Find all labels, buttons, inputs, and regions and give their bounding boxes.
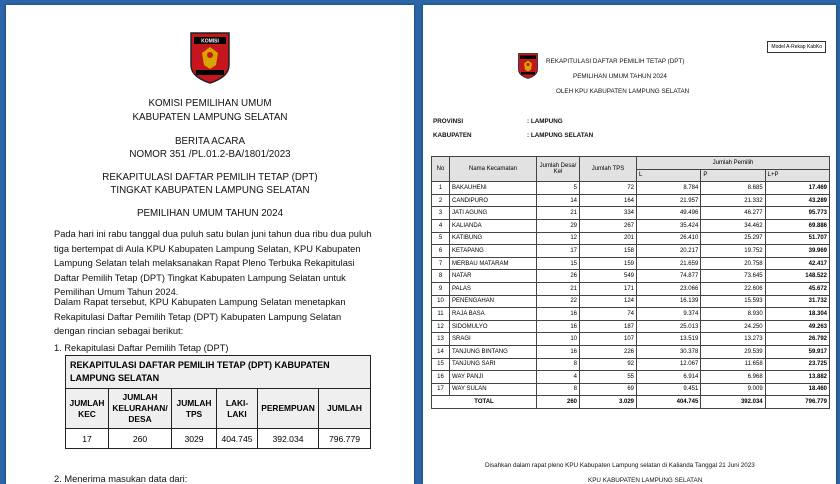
row-desa: 21: [537, 207, 580, 220]
row-no: 2: [432, 194, 450, 207]
doc-number: NOMOR 351 /PL.01.2-BA/1801/2023: [129, 149, 291, 160]
table-row: [432, 282, 830, 295]
row-no: 8: [432, 270, 450, 283]
row-desa: 21: [537, 282, 580, 295]
row-tps: 69: [580, 383, 637, 396]
row-p: 13.273: [701, 333, 765, 346]
row-kecamatan: KALIANDA: [450, 219, 537, 232]
row-no: 17: [432, 383, 450, 396]
total-desa: 260: [537, 396, 580, 409]
row-no: 4: [432, 219, 450, 232]
total-row: [432, 396, 830, 409]
row-p: 19.752: [701, 245, 765, 258]
row-no: 10: [432, 295, 450, 308]
row-lp: 17.469: [765, 182, 829, 195]
footer-org: KPU KABUPATEN LAMPUNG SELATAN: [588, 477, 703, 484]
row-p: 25.297: [701, 232, 765, 245]
row-p: 29.539: [701, 345, 765, 358]
row-tps: 72: [580, 182, 637, 195]
form-title-1: REKAPITULASI DAFTAR PEMILIH TETAP (DPT): [546, 58, 685, 65]
row-lp: 18.460: [765, 383, 829, 396]
row-lp: 43.289: [765, 194, 829, 207]
table-row: [432, 257, 830, 270]
row-no: 9: [432, 282, 450, 295]
row-p: 15.593: [701, 295, 765, 308]
row-l: 23.066: [637, 282, 701, 295]
row-tps: 267: [580, 219, 637, 232]
row-tps: 187: [580, 320, 637, 333]
row-kecamatan: NATAR: [450, 270, 537, 283]
row-no: 14: [432, 345, 450, 358]
total-l: 404.745: [637, 396, 701, 409]
row-desa: 22: [537, 295, 580, 308]
table-row: [432, 358, 830, 371]
row-l: 30.378: [637, 345, 701, 358]
row-tps: 334: [580, 207, 637, 220]
org-name: KOMISI PEMILIHAN UMUM: [148, 98, 272, 109]
row-l: 26.410: [637, 232, 701, 245]
row-desa: 16: [537, 345, 580, 358]
rekap-form-page: [423, 5, 836, 484]
row-l: 9.451: [637, 383, 701, 396]
row-tps: 107: [580, 333, 637, 346]
row-p: 46.277: [701, 207, 765, 220]
row-tps: 171: [580, 282, 637, 295]
svg-text:KOMISI: KOMISI: [201, 38, 219, 45]
row-lp: 39.969: [765, 245, 829, 258]
header-jumlah-tps: JUMLAH TPS: [172, 389, 217, 429]
row-p: 6.968: [701, 371, 765, 384]
row-kecamatan: SIDOMULYO: [450, 320, 537, 333]
row-p: 8.930: [701, 308, 765, 321]
table-row: [432, 245, 830, 258]
row-l: 6.914: [637, 371, 701, 384]
row-no: 11: [432, 308, 450, 321]
table-row: [432, 383, 830, 396]
row-lp: 23.725: [765, 358, 829, 371]
doc-type: BERITA ACARA: [174, 136, 246, 147]
row-p: 22.606: [701, 282, 765, 295]
kpu-logo-icon: [188, 31, 232, 85]
row-no: 12: [432, 320, 450, 333]
header-jumlah: JUMLAH: [319, 389, 371, 429]
row-kecamatan: JATI AGUNG: [450, 207, 537, 220]
value-tps: 3029: [172, 429, 217, 449]
table-row: [66, 429, 371, 449]
row-desa: 15: [537, 257, 580, 270]
row-kecamatan: WAY SULAN: [450, 383, 537, 396]
row-p: 8.685: [701, 182, 765, 195]
row-desa: 14: [537, 194, 580, 207]
value-perempuan: 392.034: [258, 429, 319, 449]
row-tps: 159: [580, 257, 637, 270]
row-l: 21.957: [637, 194, 701, 207]
row-tps: 55: [580, 371, 637, 384]
row-kecamatan: KATIBUNG: [450, 232, 537, 245]
row-tps: 74: [580, 308, 637, 321]
row-kecamatan: KETAPANG: [450, 245, 537, 258]
row-l: 13.519: [637, 333, 701, 346]
value-desa: 260: [109, 429, 172, 449]
table-row: [432, 295, 830, 308]
table-row: [432, 320, 830, 333]
row-desa: 10: [537, 333, 580, 346]
row-lp: 18.304: [765, 308, 829, 321]
value-kec: 17: [66, 429, 109, 449]
row-l: 16.139: [637, 295, 701, 308]
row-l: 21.659: [637, 257, 701, 270]
total-tps: 3.029: [580, 396, 637, 409]
subject-line-1: REKAPITULASI DAFTAR PEMILIH TETAP (DPT): [102, 172, 318, 183]
row-lp: 59.917: [765, 345, 829, 358]
berita-acara-page: [6, 5, 414, 484]
row-desa: 8: [537, 383, 580, 396]
row-no: 6: [432, 245, 450, 258]
table-row: [432, 219, 830, 232]
table-row: [432, 345, 830, 358]
table-row: [432, 308, 830, 321]
value-laki: 404.745: [217, 429, 258, 449]
summary-table-title: REKAPITULASI DAFTAR PEMILIH TETAP (DPT) KABUPATEN LAMPUNG SELATAN: [66, 356, 371, 389]
row-no: 7: [432, 257, 450, 270]
total-label: TOTAL: [432, 396, 537, 409]
row-l: 35.424: [637, 219, 701, 232]
kpu-logo-icon: [517, 52, 539, 80]
row-l: 20.217: [637, 245, 701, 258]
row-l: 8.784: [637, 182, 701, 195]
row-kecamatan: PENENGAHAN: [450, 295, 537, 308]
table-row: [432, 194, 830, 207]
row-lp: 31.732: [765, 295, 829, 308]
row-tps: 201: [580, 232, 637, 245]
row-lp: 51.707: [765, 232, 829, 245]
rekap-kecamatan-table: [431, 156, 830, 409]
row-lp: 45.672: [765, 282, 829, 295]
model-label: Model A-Rekap KabKo: [767, 41, 826, 53]
header-perempuan: PEREMPUAN: [258, 389, 319, 429]
row-tps: 164: [580, 194, 637, 207]
provinsi-value: : LAMPUNG: [527, 118, 563, 125]
header-desa: Jumlah Desa/ Kel: [537, 157, 580, 182]
row-desa: 5: [537, 182, 580, 195]
row-kecamatan: RAJA BASA: [450, 308, 537, 321]
header-laki-laki: LAKI-LAKI: [217, 389, 258, 429]
row-l: 49.496: [637, 207, 701, 220]
region-name: KABUPATEN LAMPUNG SELATAN: [132, 112, 288, 123]
row-lp: 148.522: [765, 270, 829, 283]
header-p: P: [701, 169, 765, 182]
row-desa: 16: [537, 308, 580, 321]
row-kecamatan: CANDIPURO: [450, 194, 537, 207]
row-p: 24.250: [701, 320, 765, 333]
row-no: 3: [432, 207, 450, 220]
row-lp: 49.263: [765, 320, 829, 333]
row-kecamatan: TANJUNG BINTANG: [450, 345, 537, 358]
row-no: 15: [432, 358, 450, 371]
row-p: 73.645: [701, 270, 765, 283]
row-l: 12.067: [637, 358, 701, 371]
row-desa: 12: [537, 232, 580, 245]
table-row: [432, 371, 830, 384]
header-jumlah-kec: JUMLAH KEC: [66, 389, 109, 429]
row-desa: 4: [537, 371, 580, 384]
paragraph-opening: Pada hari ini rabu tanggal dua puluh satu bulan juni tahun dua ribu dua puluh tiga bertempat di Aula KPU Kabupaten Lampung Selatan, KPU Kabupaten Lampung Selatan telah melaksanakan Rapat Pleno Terbuka Rekapitulasi Daftar Pemilih Tetap (DPT) Tingkat Kabupaten Lampung Selatan untuk Pemilihan Umum Tahun 2024.: [54, 229, 372, 297]
row-lp: 13.882: [765, 371, 829, 384]
header-kecamatan: Nama Kecamatan: [450, 157, 537, 182]
row-kecamatan: BAKAUHENI: [450, 182, 537, 195]
row-tps: 226: [580, 345, 637, 358]
form-title-3: OLEH KPU KABUPATEN LAMPUNG SELATAN: [556, 88, 690, 95]
row-tps: 158: [580, 245, 637, 258]
row-desa: 17: [537, 245, 580, 258]
value-jumlah: 796.779: [319, 429, 371, 449]
table-row: [432, 270, 830, 283]
provinsi-label: PROVINSI: [433, 118, 464, 125]
row-lp: 69.886: [765, 219, 829, 232]
row-kecamatan: SRAGI: [450, 333, 537, 346]
row-desa: 16: [537, 320, 580, 333]
row-p: 20.758: [701, 257, 765, 270]
header-tps: Jumlah TPS: [580, 157, 637, 182]
table-row: [432, 207, 830, 220]
rekap-summary-table: [65, 355, 371, 449]
row-kecamatan: TANJUNG SARI: [450, 358, 537, 371]
row-lp: 95.773: [765, 207, 829, 220]
row-no: 5: [432, 232, 450, 245]
row-tps: 124: [580, 295, 637, 308]
table-row: [432, 182, 830, 195]
row-no: 13: [432, 333, 450, 346]
header-jumlah-desa: JUMLAH KELURAHAN/ DESA: [109, 389, 172, 429]
form-title-2: PEMILIHAN UMUM TAHUN 2024: [573, 73, 667, 80]
row-l: 74.877: [637, 270, 701, 283]
header-jumlah-pemilih: Jumlah Pemilih: [637, 157, 830, 170]
kabupaten-label: KABUPATEN: [433, 132, 472, 139]
election-title: PEMILIHAN UMUM TAHUN 2024: [136, 208, 284, 219]
row-desa: 29: [537, 219, 580, 232]
row-no: 1: [432, 182, 450, 195]
total-p: 392.034: [701, 396, 765, 409]
header-l: L: [637, 169, 701, 182]
footer-note: Disahkan dalam rapat pleno KPU Kabupaten Lampung selatan di Kalianda Tanggal 21 Juni 2023: [485, 462, 755, 469]
header-lp: L+P: [765, 169, 829, 182]
row-p: 21.332: [701, 194, 765, 207]
item-2-heading: 2. Menerima masukan data dari:: [54, 474, 188, 484]
row-kecamatan: WAY PANJI: [450, 371, 537, 384]
row-tps: 549: [580, 270, 637, 283]
kabupaten-value: : LAMPUNG SELATAN: [527, 132, 594, 139]
row-p: 9.009: [701, 383, 765, 396]
row-tps: 92: [580, 358, 637, 371]
paragraph-decision: Dalam Rapat tersebut, KPU Kabupaten Lampung Selatan menetapkan Rekapitulasi Daftar Pemilih Tetap (DPT) Kabupaten Lampung Selatan dengan rincian sebagai berikut:: [54, 297, 346, 336]
total-lp: 796.779: [765, 396, 829, 409]
row-lp: 26.792: [765, 333, 829, 346]
subject-line-2: TINGKAT KABUPATEN LAMPUNG SELATAN: [110, 185, 310, 196]
row-kecamatan: MERBAU MATARAM: [450, 257, 537, 270]
row-lp: 42.417: [765, 257, 829, 270]
table-row: [432, 232, 830, 245]
row-desa: 26: [537, 270, 580, 283]
row-l: 9.374: [637, 308, 701, 321]
row-l: 25.013: [637, 320, 701, 333]
row-p: 34.462: [701, 219, 765, 232]
row-kecamatan: PALAS: [450, 282, 537, 295]
row-p: 11.658: [701, 358, 765, 371]
row-desa: 8: [537, 358, 580, 371]
header-no: No: [432, 157, 450, 182]
item-1-heading: 1. Rekapitulasi Daftar Pemilih Tetap (DPT): [54, 343, 229, 353]
table-row: [432, 333, 830, 346]
row-no: 16: [432, 371, 450, 384]
